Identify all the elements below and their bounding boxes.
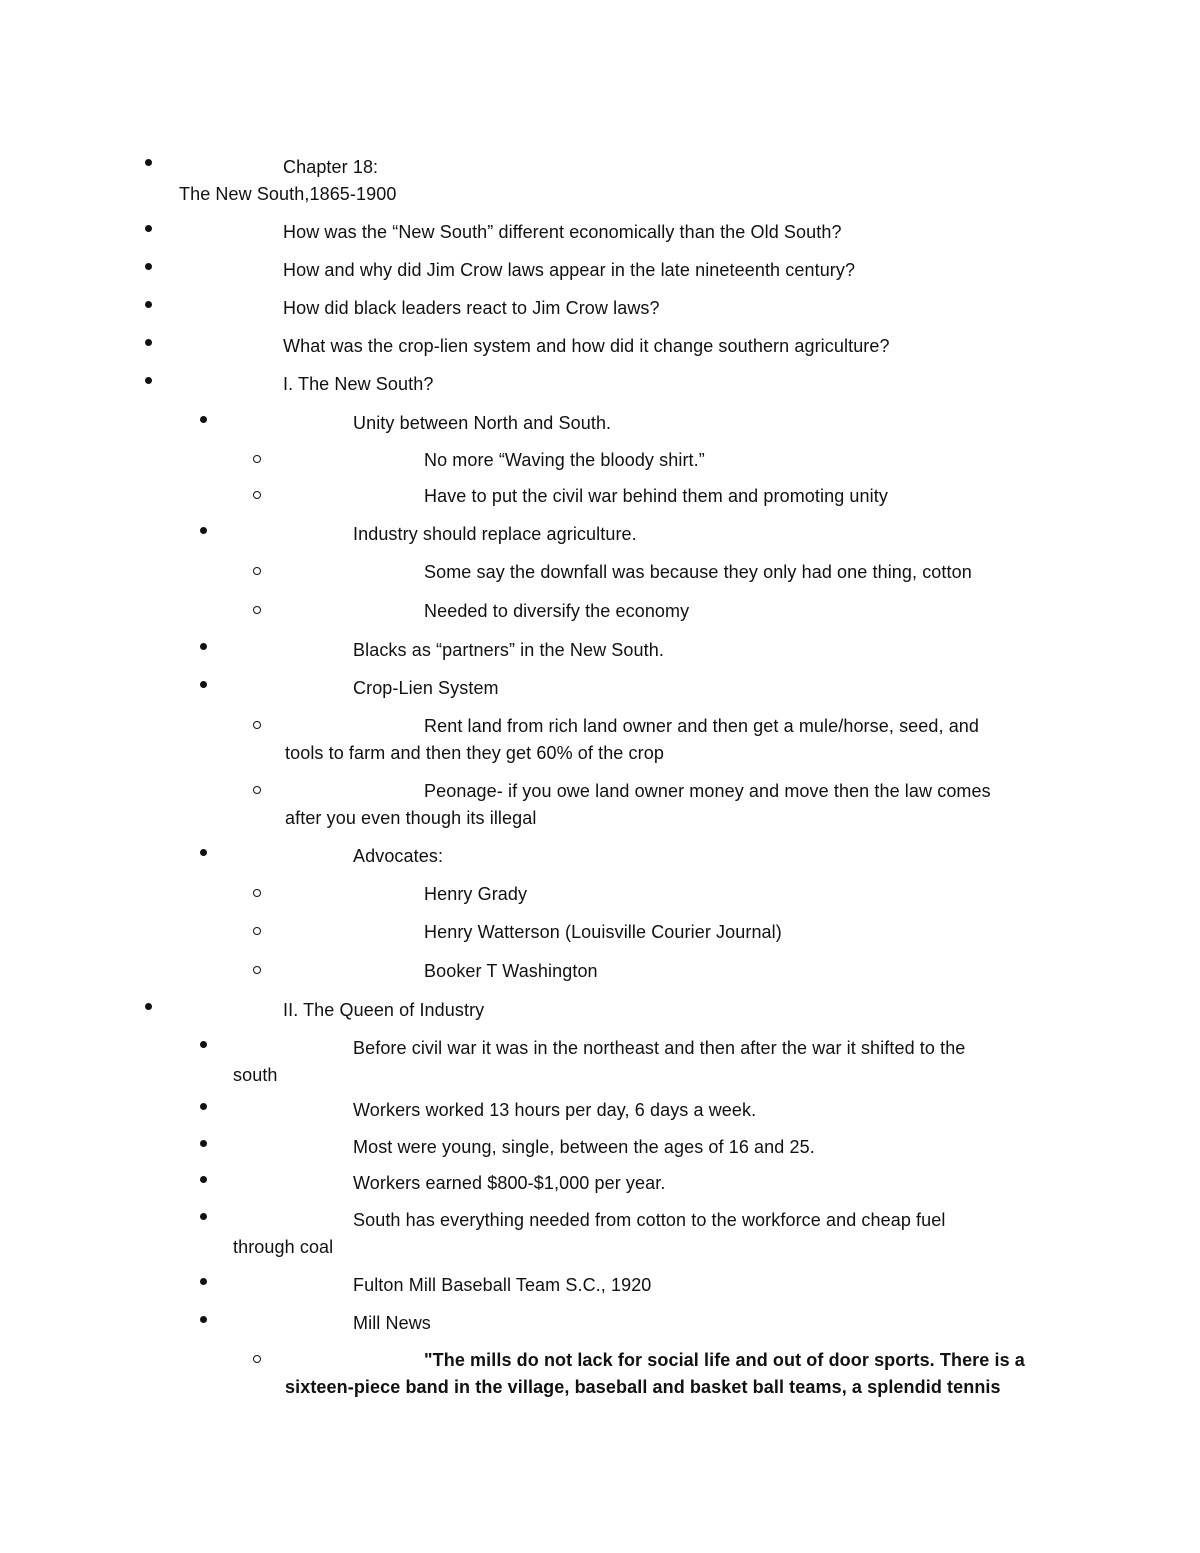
section-1-heading: I. The New South? bbox=[283, 374, 434, 394]
croplien-sub-2: Peonage- if you owe land owner money and move then the law comes bbox=[424, 781, 991, 801]
industry-item-3: Most were young, single, between the ages of 16 and 25. bbox=[353, 1137, 815, 1157]
bullet-dot-icon bbox=[200, 1316, 207, 1323]
unity-sub-2: Have to put the civil war behind them and promoting unity bbox=[424, 486, 888, 506]
chapter-label: Chapter 18: bbox=[283, 157, 379, 177]
bullet-circle-icon bbox=[253, 491, 261, 499]
bullet-dot-icon bbox=[145, 377, 152, 384]
croplien-sub-1-cont: tools to farm and then they get 60% of the crop bbox=[285, 743, 664, 763]
croplien-sub-2-cont: after you even though its illegal bbox=[285, 808, 537, 828]
bullet-dot-icon bbox=[145, 263, 152, 270]
bullet-dot-icon bbox=[200, 527, 207, 534]
question-2: How and why did Jim Crow laws appear in the late nineteenth century? bbox=[283, 260, 856, 280]
industry-item-1: Before civil war it was in the northeast and then after the war it shifted to the bbox=[353, 1038, 966, 1058]
industry-item-2: Workers worked 13 hours per day, 6 days a week. bbox=[353, 1100, 757, 1120]
question-3: How did black leaders react to Jim Crow laws? bbox=[283, 298, 660, 318]
industry-item-6: Fulton Mill Baseball Team S.C., 1920 bbox=[353, 1275, 652, 1295]
bullet-dot-icon bbox=[200, 1140, 207, 1147]
industry-sub-2: Needed to diversify the economy bbox=[424, 601, 690, 621]
advocate-3: Booker T Washington bbox=[424, 961, 598, 981]
section-2-heading: II. The Queen of Industry bbox=[283, 1000, 485, 1020]
bullet-dot-icon bbox=[200, 681, 207, 688]
industry-item-4: Workers earned $800-$1,000 per year. bbox=[353, 1173, 666, 1193]
bullet-dot-icon bbox=[200, 1176, 207, 1183]
advocate-1: Henry Grady bbox=[424, 884, 528, 904]
bullet-dot-icon bbox=[200, 643, 207, 650]
bullet-dot-icon bbox=[145, 339, 152, 346]
bullet-circle-icon bbox=[253, 455, 261, 463]
croplien-item: Crop-Lien System bbox=[353, 678, 499, 698]
bullet-dot-icon bbox=[145, 1003, 152, 1010]
bullet-circle-icon bbox=[253, 567, 261, 575]
bullet-dot-icon bbox=[200, 1041, 207, 1048]
industry-item-7: Mill News bbox=[353, 1313, 431, 1333]
industry-item: Industry should replace agriculture. bbox=[353, 524, 637, 544]
bullet-circle-icon bbox=[253, 786, 261, 794]
industry-item-5: South has everything needed from cotton to the workforce and cheap fuel bbox=[353, 1210, 946, 1230]
bullet-circle-icon bbox=[253, 927, 261, 935]
bullet-dot-icon bbox=[145, 159, 152, 166]
bullet-dot-icon bbox=[145, 225, 152, 232]
bullet-dot-icon bbox=[200, 1278, 207, 1285]
partners-item: Blacks as “partners” in the New South. bbox=[353, 640, 664, 660]
bullet-dot-icon bbox=[145, 301, 152, 308]
advocates-item: Advocates: bbox=[353, 846, 444, 866]
bullet-circle-icon bbox=[253, 889, 261, 897]
bullet-dot-icon bbox=[200, 1213, 207, 1220]
question-4: What was the crop-lien system and how did it change southern agriculture? bbox=[283, 336, 890, 356]
industry-item-1-cont: south bbox=[233, 1065, 278, 1085]
chapter-title: The New South,1865-1900 bbox=[179, 184, 397, 204]
bullet-circle-icon bbox=[253, 966, 261, 974]
bullet-circle-icon bbox=[253, 721, 261, 729]
mill-news-quote-cont: sixteen-piece band in the village, baseball and basket ball teams, a splendid tennis bbox=[285, 1377, 1001, 1397]
bullet-circle-icon bbox=[253, 1355, 261, 1363]
mill-news-quote: "The mills do not lack for social life and out of door sports. There is a bbox=[424, 1350, 1025, 1370]
industry-item-5-cont: through coal bbox=[233, 1237, 334, 1257]
unity-item: Unity between North and South. bbox=[353, 413, 612, 433]
question-1: How was the “New South” different economically than the Old South? bbox=[283, 222, 842, 242]
unity-sub-1: No more “Waving the bloody shirt.” bbox=[424, 450, 705, 470]
bullet-dot-icon bbox=[200, 849, 207, 856]
bullet-dot-icon bbox=[200, 416, 207, 423]
advocate-2: Henry Watterson (Louisville Courier Journal) bbox=[424, 922, 782, 942]
croplien-sub-1: Rent land from rich land owner and then get a mule/horse, seed, and bbox=[424, 716, 980, 736]
bullet-circle-icon bbox=[253, 606, 261, 614]
bullet-dot-icon bbox=[200, 1103, 207, 1110]
industry-sub-1: Some say the downfall was because they only had one thing, cotton bbox=[424, 562, 972, 582]
